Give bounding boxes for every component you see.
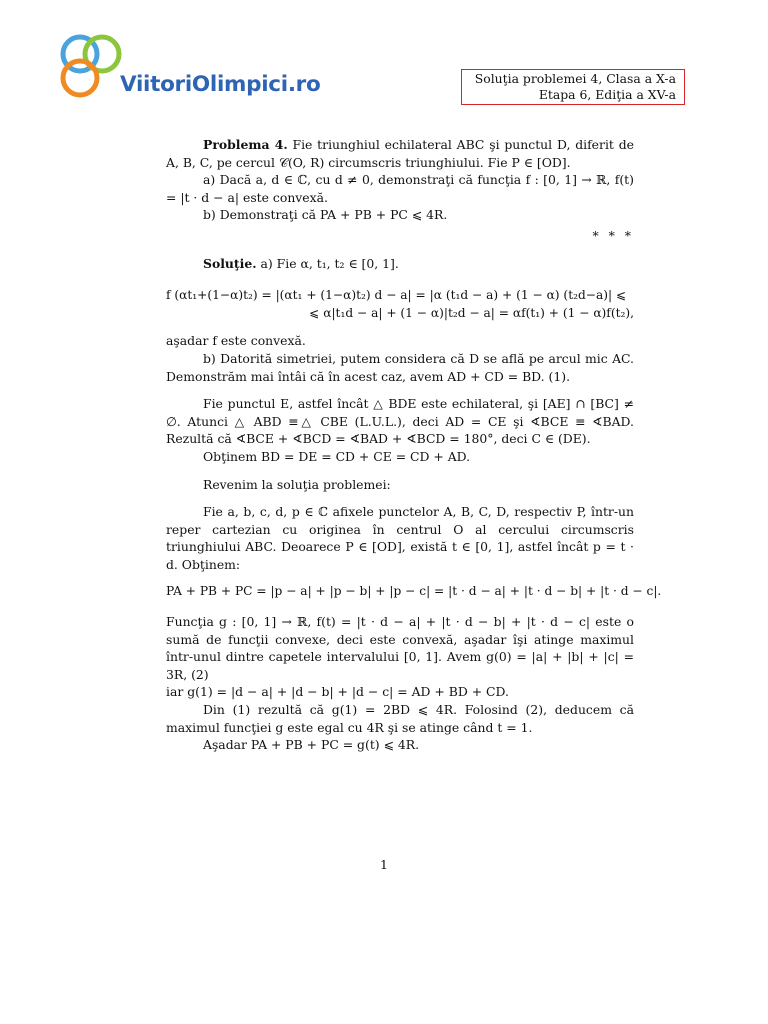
paragraph-function-g: Funcţia g : [0, 1] → ℝ, f(t) = |t · d − a| + |t · d − b| + |t · d − c| este o sumă de funcţii convexe, deci este convexă, aşadar îşi atinge maximul într-unul dintre capetele intervalului [0, 1]. Avem g(0) = |a| + |b| + |c| = 3R, (2) (166, 614, 634, 682)
problem-part-b: b) Demonstraţi că PA + PB + PC ⩽ 4R. (203, 207, 448, 223)
paragraph-affixes: Fie a, b, c, d, p ∈ ℂ afixele punctelor A, B, C, D, respectiv P, într-un reper cartezian cu originea în centrul O al cercului circumscris triunghiului ABC. Deoarece P ∈ [OD], există t ∈ [0, 1], astfel încât p = t · d. Obţinem: (166, 504, 634, 572)
separator-stars: * * * (592, 227, 634, 243)
header-line-1: Soluţia problemei 4, Clasa a X-a (474, 71, 676, 86)
solution-intro (166, 255, 634, 273)
paragraph-from-one: Din (1) rezultă că g(1) = 2BD ⩽ 4R. Folosind (2), deducem că maximul funcţiei g este egal cu 4R şi se atinge când t = 1. (166, 702, 634, 735)
header-box (461, 69, 685, 105)
problem-part-a: a) Dacă a, d ∈ ℂ, cu d ≠ 0, demonstraţi că funcţia f : [0, 1] → ℝ, f(t) = |t · d − a| este convexă. (166, 172, 634, 205)
document-body (166, 136, 662, 754)
problem-text: Fie triunghiul echilateral ABC şi punctul D, diferit de A, B, C, pe cercul 𝒞(O, R) circumscris triunghiului. Fie P ∈ [OD]. (166, 137, 634, 170)
header-line-2: Etapa 6, Ediţia a XV-a (538, 87, 676, 102)
paragraph-obtain: Obţinem BD = DE = CD + CE = CD + AD. (203, 448, 471, 464)
solution-intro-text: a) Fie α, t₁, t₂ ∈ [0, 1]. (256, 255, 399, 271)
paragraph-g-one: iar g(1) = |d − a| + |d − b| + |d − c| = AD + BD + CD. (166, 684, 509, 700)
solution-label: Soluţie. (203, 255, 257, 271)
logo-text: ViitoriOlimpici.ro (120, 72, 321, 97)
solution-part-b: b) Datorită simetriei, putem considera că D se află pe arcul mic AC. Demonstrăm mai întâi că în acest caz, avem AD + CD = BD. (1). (166, 350, 634, 384)
page-number: 1 (380, 857, 388, 872)
paragraph-return: Revenim la soluţia problemei: (203, 476, 391, 492)
paragraph-point-e: Fie punctul E, astfel încât △ BDE este echilateral, şi [AE] ∩ [BC] ≠ ∅. Atunci △ ABD ≡△ CBE (L.U.L.), deci AD = CE şi ∢BCE ≡ ∢BAD. Rezultă că ∢BCE + ∢BCD = ∢BAD + ∢BCD = 180°, deci C ∈ (DE). (166, 396, 634, 447)
conclusion-a: aşadar f este convexă. (166, 333, 306, 349)
problem-label: Problema 4. (203, 137, 288, 152)
paragraph-final: Aşadar PA + PB + PC = g(t) ⩽ 4R. (203, 737, 420, 753)
equation-convexity-2: ⩽ α|t₁d − a| + (1 − α)|t₂d − a| = αf(t₁) + (1 − α)f(t₂), (309, 305, 634, 320)
problem-statement (166, 136, 634, 171)
equation-sum-distances: PA + PB + PC = |p − a| + |p − b| + |p − c| = |t · d − a| + |t · d − b| + |t · d − c|. (166, 584, 662, 599)
logo-rings-icon (58, 32, 138, 110)
logo (58, 32, 348, 110)
equation-convexity-1: f (αt₁+(1−α)t₂) = |(αt₁ + (1−α)t₂) d − a| = |α (t₁d − a) + (1 − α) (t₂d−a)| ⩽ (166, 288, 627, 303)
